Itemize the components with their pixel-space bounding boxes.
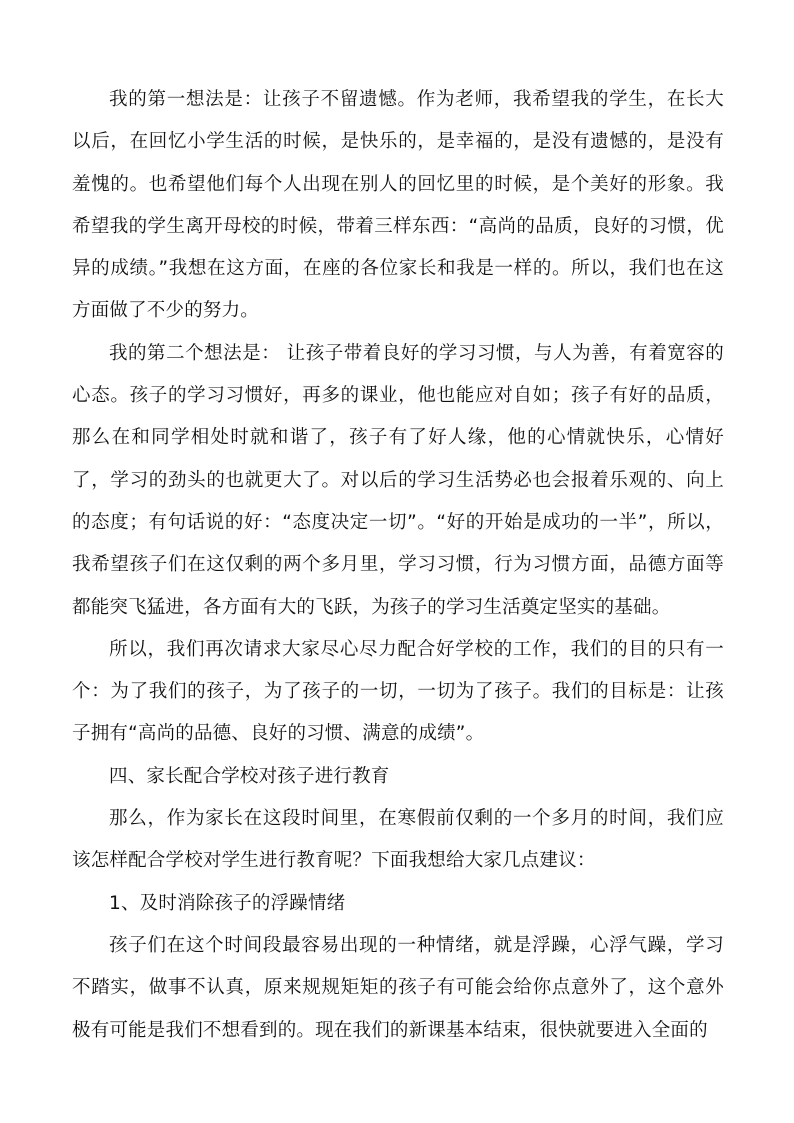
paragraph-first-idea: 我的第一想法是：让孩子不留遗憾。作为老师，我希望我的学生，在长大以后，在回忆小学生活的时候，是快乐的，是幸福的，是没有遗憾的，是没有羞愧的。也希望他们每个人出现在别人的回忆里的时候，是个美好的形象。我希望我的学生离开母校的时候，带着三样东西：“高尚的品质，良好的习惯，优异的成绩。”我想在这方面，在座的各位家长和我是一样的。所以，我们也在这方面做了不少的努力。 bbox=[72, 89, 724, 322]
document-body bbox=[72, 79, 724, 1052]
section-heading-four: 四、家长配合学校对孩子进行教育 bbox=[109, 765, 390, 787]
paragraph-intro-suggestions: 那么，作为家长在这段时间里，在寒假前仅剩的一个多月的时间，我们应该怎样配合学校对学生进行教育呢？下面我想给大家几点建议： bbox=[72, 808, 724, 872]
paragraph-second-idea: 我的第二个想法是： 让孩子带着良好的学习习惯，与人为善，有着宽容的心态。孩子的学习习惯好，再多的课业，他也能应对自如；孩子有好的品质，那么在和同学相处时就和谐了，孩子有了好人缘，他的心情就快乐，心情好了，学习的劲头的也就更大了。对以后的学习生活势必也会报着乐观的、向上的态度；有句话说的好：“态度决定一切”。“好的开始是成功的一半”，所以，我希望孩子们在这仅剩的两个多月里，学习习惯，行为习惯方面，品德方面等都能突飞猛进，各方面有大的飞跃，为孩子的学习生活奠定坚实的基础。 bbox=[72, 342, 724, 618]
paragraph-request: 所以，我们再次请求大家尽心尽力配合好学校的工作，我们的目的只有一个：为了我们的孩子，为了孩子的一切，一切为了孩子。我们的目标是：让孩子拥有“高尚的品德、良好的习惯、满意的成绩”。 bbox=[72, 638, 724, 745]
paragraph-impetuous-mood: 孩子们在这个时间段最容易出现的一种情绪，就是浮躁，心浮气躁，学习不踏实，做事不认真，原来规规矩矩的孩子有可能会给你点意外了，这个意外极有可能是我们不想看到的。现在我们的新课基本结束，很快就要进入全面的 bbox=[72, 934, 724, 1041]
subheading-suggestion-1: 1、及时消除孩子的浮躁情绪 bbox=[109, 892, 346, 914]
